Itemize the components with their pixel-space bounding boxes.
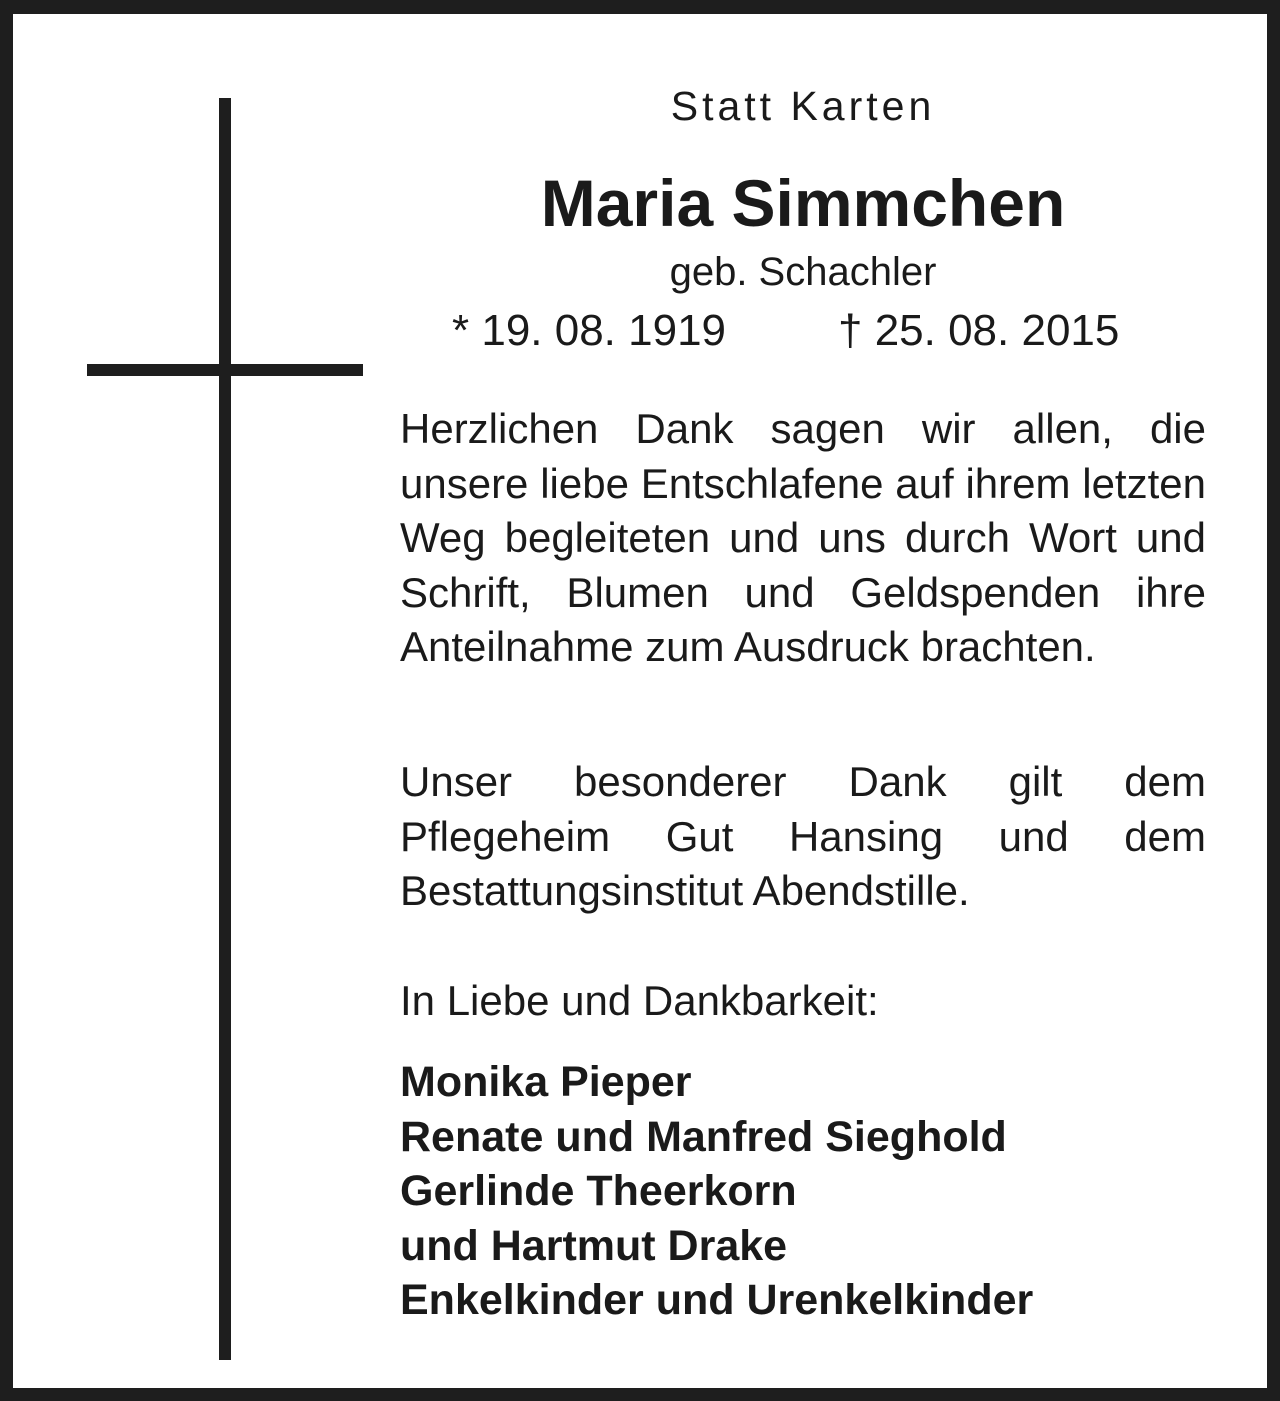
maiden-name: geb. Schachler [669, 250, 937, 294]
closing-line: In Liebe und Dankbarkeit: [400, 977, 879, 1024]
notice-header: Statt Karten [670, 83, 936, 129]
signers-list [400, 1055, 1206, 1328]
signer: Renate und Manfred Sieghold [400, 1112, 1007, 1161]
thanks-paragraph: Herzlichen Dank sagen wir allen, die unsere liebe Entschlafene auf ihrem letzten Weg begleiteten und uns durch Wort und Schrift, Blumen und Geldspenden ihre Anteilnahme zum Ausdruck brachten. [400, 405, 1206, 670]
death-date: † 25. 08. 2015 [838, 306, 1120, 355]
cross-horizontal-bar [87, 364, 363, 376]
signer: Gerlinde Theerkorn [400, 1167, 797, 1215]
cross-vertical-bar [219, 98, 231, 1360]
special-thanks-paragraph: Unser besonderer Dank gilt dem Pflegeheim Gut Hansing und dem Bestattungsinstitut Abendstille. [400, 758, 1206, 914]
deceased-name: Maria Simmchen [540, 166, 1066, 240]
birth-date: * 19. 08. 1919 [452, 306, 727, 355]
signer: Enkelkinder und Urenkelkinder [400, 1276, 1034, 1324]
signer: Monika Pieper [400, 1058, 692, 1106]
signer: und Hartmut Drake [400, 1221, 788, 1270]
